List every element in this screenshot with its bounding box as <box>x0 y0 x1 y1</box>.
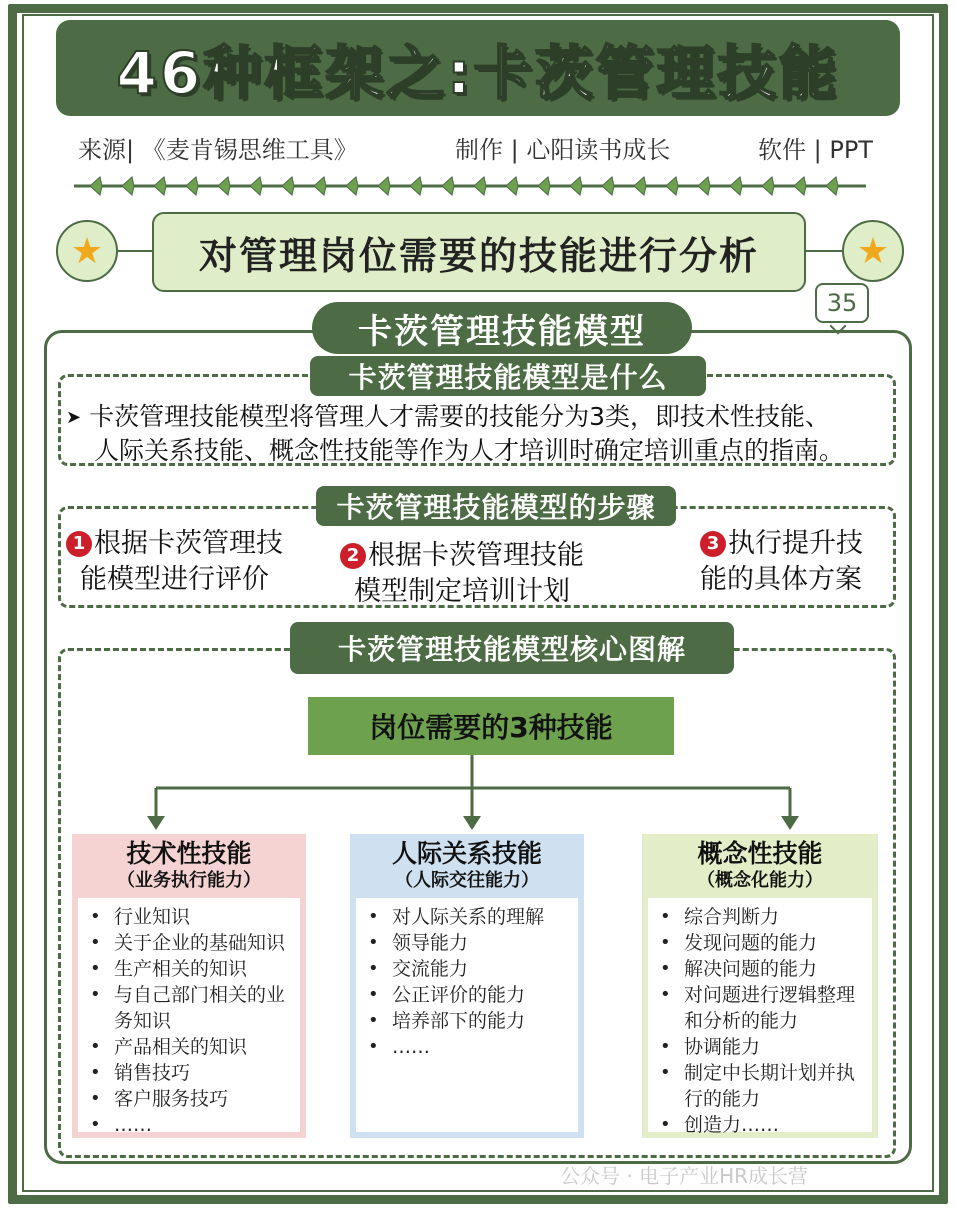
step-3-line-2: 能的具体方案 <box>700 564 862 595</box>
list-item: • 对问题进行逻辑整理和分析的能力 <box>656 982 866 1034</box>
step-number-badge: 1 <box>66 531 92 557</box>
what-line-1: 卡茨管理技能模型将管理人才需要的技能分为3类，即技术性技能、 <box>89 402 831 431</box>
list-item: • 协调能力 <box>656 1034 866 1060</box>
category-title: 人际关系技能 <box>391 839 542 868</box>
list-item: • 培养部下的能力 <box>364 1008 572 1034</box>
list-item: • 行业知识 <box>86 904 294 930</box>
list-item: • …… <box>86 1112 294 1138</box>
step-2-line-1: 根据卡茨管理技能 <box>368 540 584 571</box>
list-item: • 销售技巧 <box>86 1060 294 1086</box>
category-subtitle: （业务执行能力） <box>117 870 261 891</box>
list-item: • 公正评价的能力 <box>364 982 572 1008</box>
step-3-line-1: 执行提升技 <box>728 528 863 559</box>
category-title: 技术性技能 <box>126 839 252 868</box>
category-list <box>356 898 578 1132</box>
list-item: • 对人际关系的理解 <box>364 904 572 930</box>
star-icon: ★ <box>56 220 118 282</box>
category-list <box>78 898 300 1136</box>
category-conceptual <box>642 834 878 1138</box>
subtitle-text: 对管理岗位需要的技能进行分析 <box>198 233 759 278</box>
diagram-section-label: 卡茨管理技能模型核心图解 <box>290 622 734 674</box>
category-list <box>648 898 872 1136</box>
step-2-line-2: 模型制定培训计划 <box>354 576 570 607</box>
list-item: • 关于企业的基础知识 <box>86 930 294 956</box>
category-subtitle: （人际交往能力） <box>395 870 539 891</box>
step-1-line-1: 根据卡茨管理技 <box>94 528 283 559</box>
category-title: 概念性技能 <box>697 839 823 868</box>
step-1-line-2: 能模型进行评价 <box>80 564 269 595</box>
what-line-2: 人际关系技能、概念性技能等作为人才培训时确定培训重点的指南。 <box>94 436 845 465</box>
software-text: 软件 | PPT <box>758 136 873 164</box>
diagram-root: 岗位需要的3种技能 <box>308 697 674 755</box>
steps-section-label: 卡茨管理技能模型的步骤 <box>316 486 676 526</box>
page-title: 46种框架之:卡茨管理技能 <box>116 39 840 107</box>
maker-text: 制作 | 心阳读书成长 <box>455 136 671 164</box>
page-number-badge: 35 <box>815 283 869 323</box>
list-item: • 客户服务技巧 <box>86 1086 294 1112</box>
model-title: 卡茨管理技能模型 <box>312 302 692 354</box>
category-subtitle: （概念化能力） <box>697 870 823 891</box>
list-item: • 解决问题的能力 <box>656 956 866 982</box>
category-technical <box>72 834 306 1138</box>
arrow-right-icon: ➤ <box>66 407 82 428</box>
list-item: • 交流能力 <box>364 956 572 982</box>
list-item: • 生产相关的知识 <box>86 956 294 982</box>
list-item: • 制定中长期计划并执行的能力 <box>656 1060 866 1112</box>
list-item: • 发现问题的能力 <box>656 930 866 956</box>
step-number-badge: 2 <box>340 543 366 569</box>
list-item: • 产品相关的知识 <box>86 1034 294 1060</box>
list-item: • 领导能力 <box>364 930 572 956</box>
category-interpersonal <box>350 834 584 1138</box>
star-icon: ★ <box>842 220 904 282</box>
watermark: 公众号 · 电子产业HR成长营 <box>560 1164 809 1188</box>
what-section-label: 卡茨管理技能模型是什么 <box>310 356 706 396</box>
list-item: • 综合判断力 <box>656 904 866 930</box>
list-item: • 创造力…… <box>656 1112 866 1138</box>
list-item: • …… <box>364 1034 572 1060</box>
source-text: 来源| 《麦肯锡思维工具》 <box>78 136 358 164</box>
list-item: • 与自己部门相关的业务知识 <box>86 982 294 1034</box>
step-number-badge: 3 <box>700 531 726 557</box>
